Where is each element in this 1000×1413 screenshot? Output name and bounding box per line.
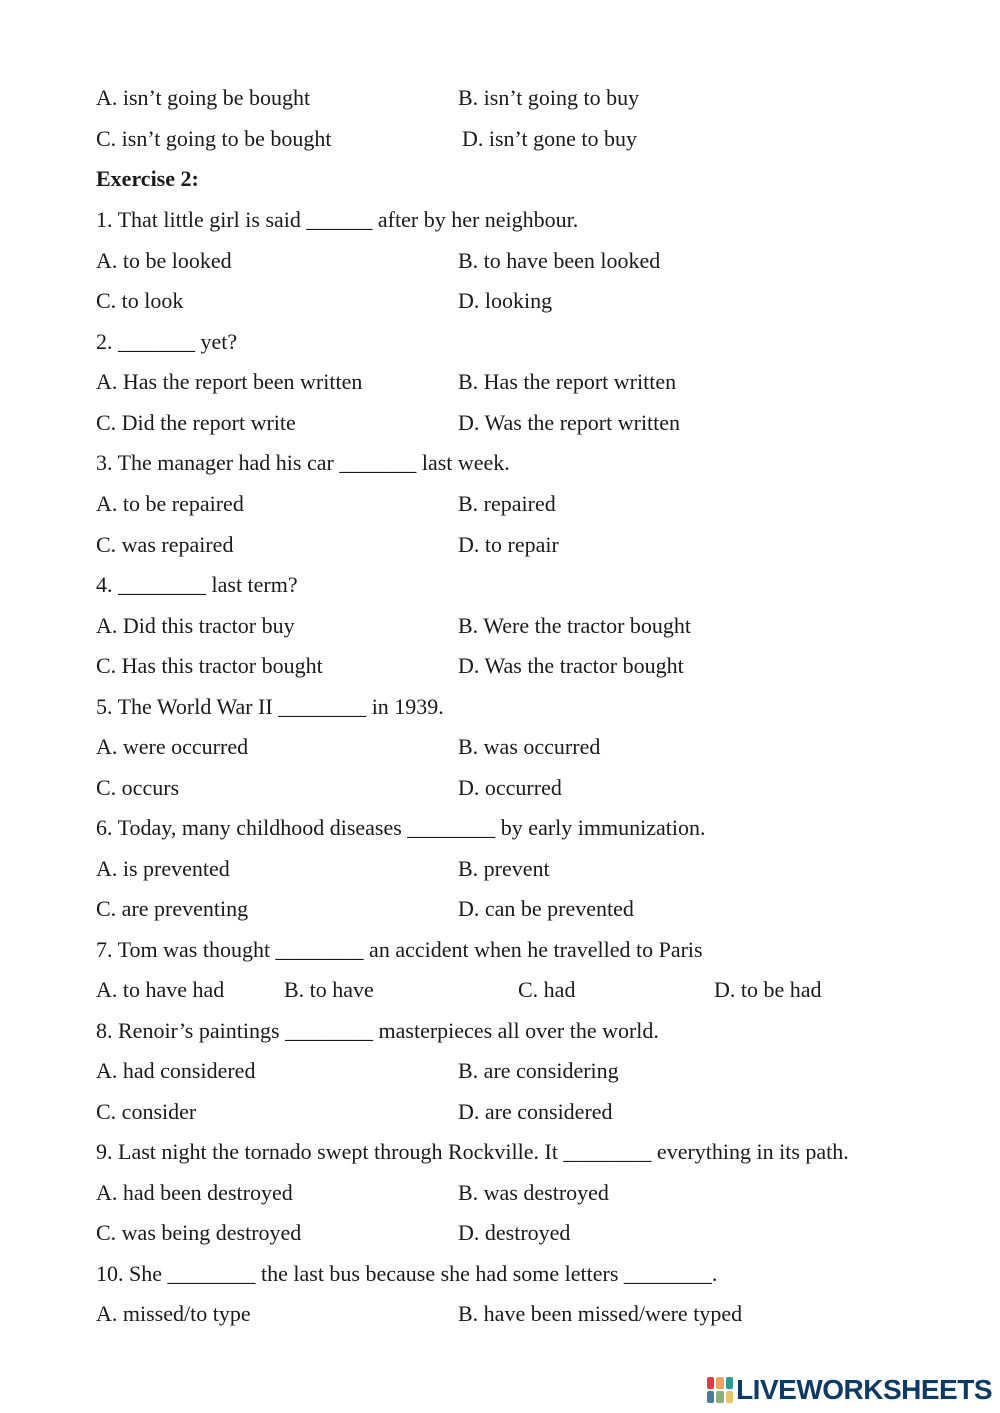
q6-option-b[interactable]: B. prevent	[458, 856, 550, 881]
q1-option-d[interactable]: D. looking	[458, 288, 553, 313]
q5-option-c[interactable]: C. occurs	[96, 775, 180, 800]
q4-option-a[interactable]: A. Did this tractor buy	[96, 613, 295, 638]
logo-tile-1	[707, 1377, 714, 1389]
option-d[interactable]: D. isn’t gone to buy	[462, 126, 637, 151]
question-1: 1. That little girl is said ______ after by her neighbour.	[96, 207, 579, 232]
q1-option-a[interactable]: A. to be looked	[96, 248, 232, 273]
question-2: 2. _______ yet?	[96, 329, 238, 354]
q9-option-b[interactable]: B. was destroyed	[458, 1180, 609, 1205]
logo-tile-3	[726, 1377, 733, 1389]
question-8: 8. Renoir’s paintings ________ masterpieces all over the world.	[96, 1018, 659, 1043]
q4-option-d[interactable]: D. Was the tractor bought	[458, 653, 684, 678]
q3-option-c[interactable]: C. was repaired	[96, 532, 234, 557]
q7-option-b[interactable]: B. to have	[284, 977, 374, 1002]
q4-option-b[interactable]: B. Were the tractor bought	[458, 613, 692, 638]
q2-option-d[interactable]: D. Was the report written	[458, 410, 681, 435]
q2-option-c[interactable]: C. Did the report write	[96, 410, 296, 435]
question-6: 6. Today, many childhood diseases ________ by early immunization.	[96, 815, 706, 840]
q8-option-b[interactable]: B. are considering	[458, 1058, 619, 1083]
liveworksheets-logo[interactable]	[707, 1373, 992, 1407]
q1-option-b[interactable]: B. to have been looked	[458, 248, 661, 273]
q2-option-a[interactable]: A. Has the report been written	[96, 369, 363, 394]
q10-option-b[interactable]: B. have been missed/were typed	[458, 1301, 743, 1326]
q6-option-c[interactable]: C. are preventing	[96, 896, 249, 921]
option-a[interactable]: A. isn’t going be bought	[96, 85, 311, 110]
logo-tile-5	[716, 1391, 723, 1403]
logo-tile-6	[726, 1391, 733, 1403]
q8-option-d[interactable]: D. are considered	[458, 1099, 613, 1124]
q7-option-a[interactable]: A. to have had	[96, 977, 225, 1002]
question-5: 5. The World War II ________ in 1939.	[96, 694, 444, 719]
q8-option-c[interactable]: C. consider	[96, 1099, 197, 1124]
q5-option-d[interactable]: D. occurred	[458, 775, 562, 800]
q10-option-a[interactable]: A. missed/to type	[96, 1301, 251, 1326]
q6-option-d[interactable]: D. can be prevented	[458, 896, 634, 921]
q9-option-d[interactable]: D. destroyed	[458, 1220, 571, 1245]
question-3: 3. The manager had his car _______ last week.	[96, 450, 510, 475]
q3-option-a[interactable]: A. to be repaired	[96, 491, 244, 516]
question-9: 9. Last night the tornado swept through Rockville. It ________ everything in its path.	[96, 1139, 849, 1164]
q4-option-c[interactable]: C. Has this tractor bought	[96, 653, 323, 678]
question-7: 7. Tom was thought ________ an accident when he travelled to Paris	[96, 937, 703, 962]
q3-option-b[interactable]: B. repaired	[458, 491, 556, 516]
liveworksheets-logo-icon	[707, 1377, 733, 1403]
q2-option-b[interactable]: B. Has the report written	[458, 369, 677, 394]
logo-tile-4	[707, 1391, 714, 1403]
q3-option-d[interactable]: D. to repair	[458, 532, 559, 557]
q7-option-d[interactable]: D. to be had	[714, 977, 822, 1002]
q1-option-c[interactable]: C. to look	[96, 288, 184, 313]
question-10: 10. She ________ the last bus because she had some letters ________.	[96, 1261, 718, 1286]
option-c[interactable]: C. isn’t going to be bought	[96, 126, 332, 151]
exercise-heading: Exercise 2:	[96, 166, 199, 191]
q9-option-a[interactable]: A. had been destroyed	[96, 1180, 293, 1205]
option-b[interactable]: B. isn’t going to buy	[458, 85, 640, 110]
logo-text: LIVEWORKSHEETS	[736, 1374, 992, 1405]
q6-option-a[interactable]: A. is prevented	[96, 856, 230, 881]
q8-option-a[interactable]: A. had considered	[96, 1058, 256, 1083]
question-4: 4. ________ last term?	[96, 572, 298, 597]
q5-option-a[interactable]: A. were occurred	[96, 734, 249, 759]
q9-option-c[interactable]: C. was being destroyed	[96, 1220, 302, 1245]
q7-option-c[interactable]: C. had	[518, 977, 576, 1002]
logo-tile-2	[716, 1377, 723, 1389]
q5-option-b[interactable]: B. was occurred	[458, 734, 601, 759]
